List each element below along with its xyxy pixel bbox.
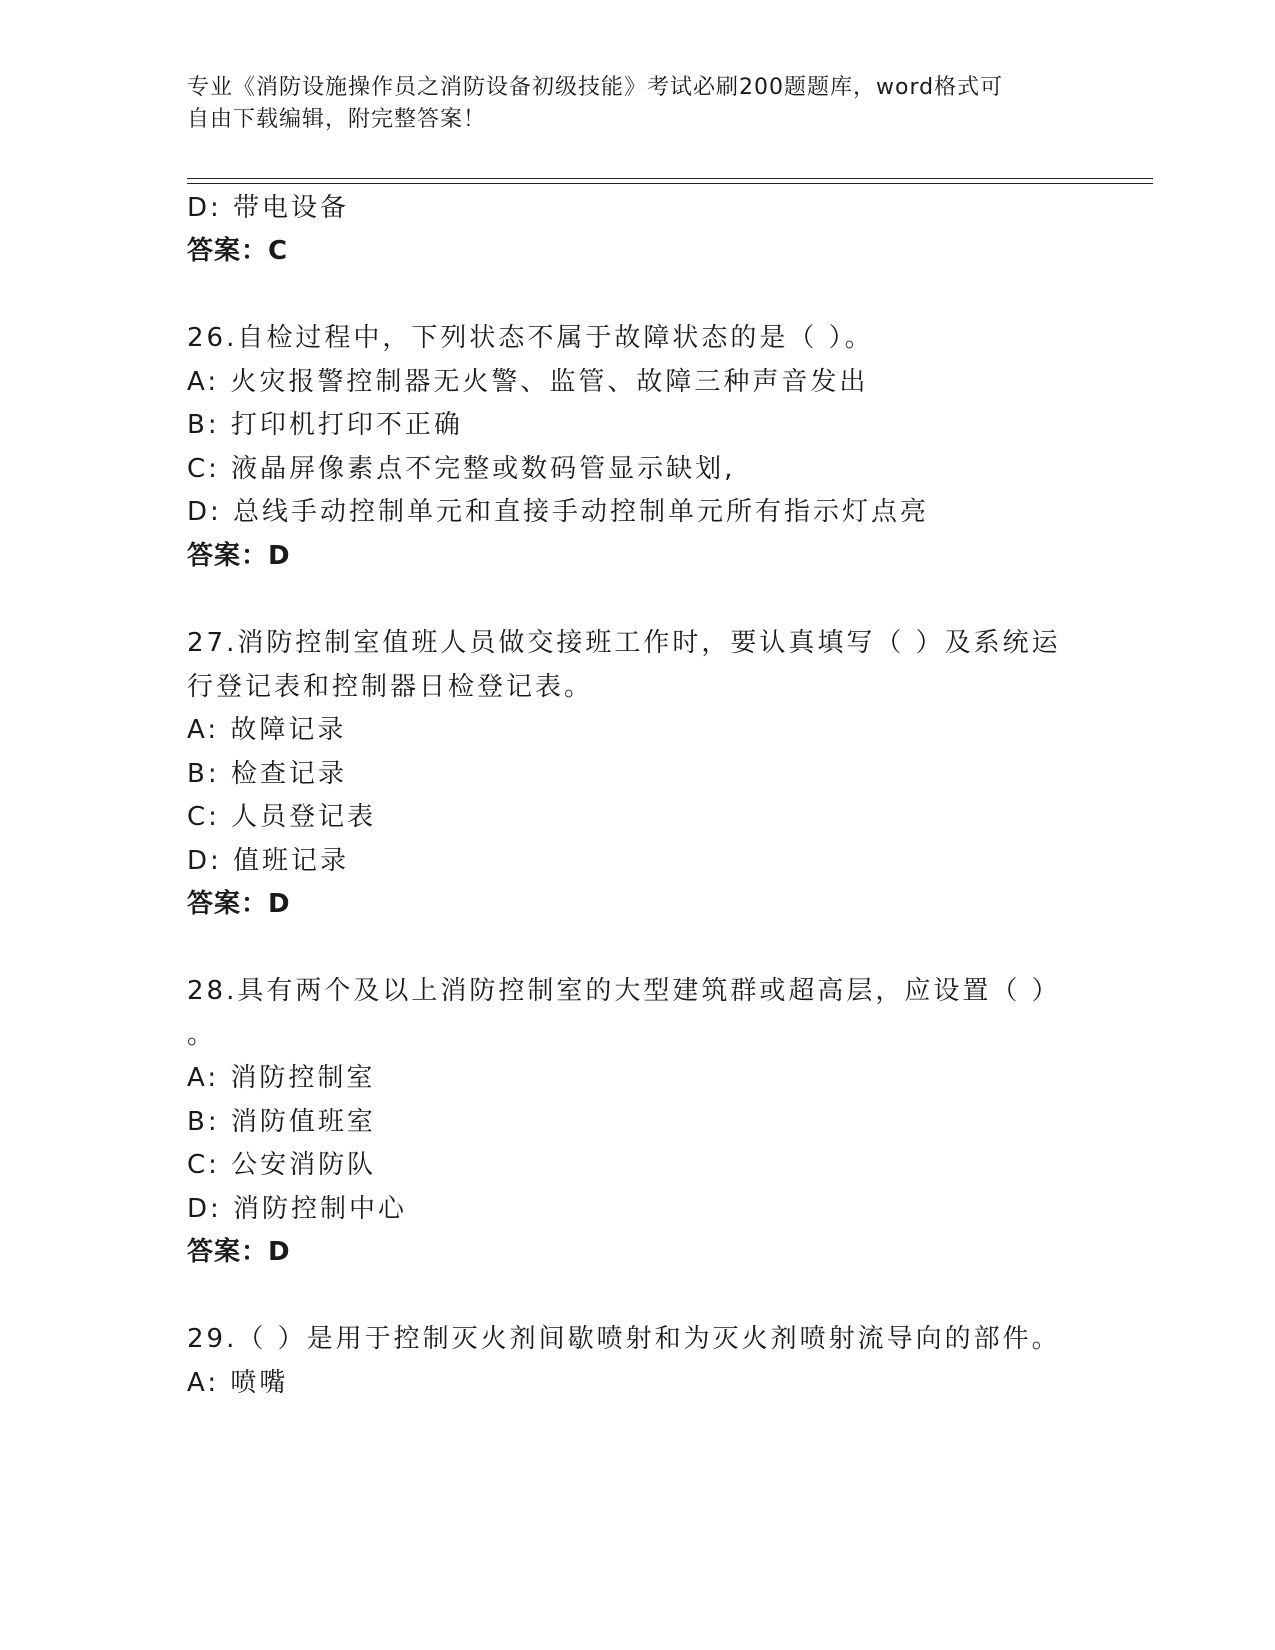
option-d: D: 总线手动控制单元和直接手动控制单元所有指示灯点亮 [187,497,930,527]
option-d: D: 值班记录 [187,846,350,876]
option-c: C: 公安消防队 [187,1150,377,1180]
option-b: B: 打印机打印不正确 [187,410,463,440]
answer-line: 答案：D [187,889,291,919]
option-c: C: 人员登记表 [187,802,377,832]
option-d: D: 带电设备 [187,193,350,223]
header-line-2: 自由下载编辑，附完整答案！ [187,107,487,132]
option-b: B: 检查记录 [187,759,347,789]
answer-line: 答案：C [187,236,289,266]
header-rule-top [187,178,1153,179]
page-header [187,72,1087,136]
option-b: B: 消防值班室 [187,1107,376,1137]
question-29: 29.（ ）是用于控制灭火剂间歇喷射和为灭火剂喷射流导向的部件。 [187,1324,1061,1354]
answer-line: 答案：D [187,1237,291,1267]
question-26: 26.自检过程中，下列状态不属于故障状态的是（ ）。 [187,323,874,353]
option-d: D: 消防控制中心 [187,1194,408,1224]
option-a: A: 火灾报警控制器无火警、监管、故障三种声音发出 [187,367,869,397]
question-27: 27.消防控制室值班人员做交接班工作时，要认真填写（ ）及系统运 [187,628,1061,658]
answer-line: 答案：D [187,541,291,571]
option-a: A: 消防控制室 [187,1063,376,1093]
question-28-continued: 。 [187,1020,217,1050]
option-c: C: 液晶屏像素点不完整或数码管显示缺划, [187,454,736,484]
option-a: A: 故障记录 [187,715,347,745]
header-rule-bottom [187,183,1153,184]
question-28: 28.具有两个及以上消防控制室的大型建筑群或超高层，应设置（ ） [187,976,1061,1006]
header-line-1: 专业《消防设施操作员之消防设备初级技能》考试必刷200题题库，word格式可 [187,75,1004,100]
option-a: A: 喷嘴 [187,1368,289,1398]
question-27-continued: 行登记表和控制器日检登记表。 [187,672,594,702]
